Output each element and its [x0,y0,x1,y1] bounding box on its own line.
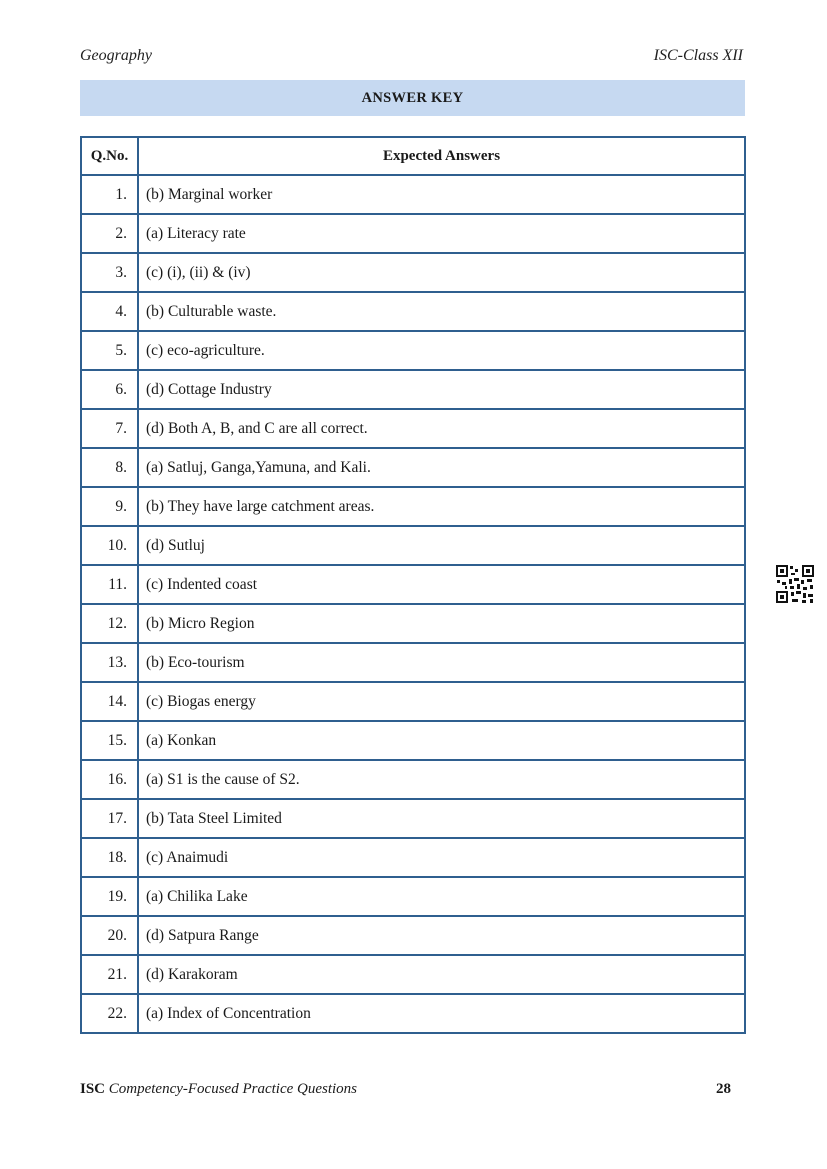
table-row [81,604,745,643]
footer-subtitle: Competency-Focused Practice Questions [108,1081,358,1097]
footer-brand: ISC [80,1081,106,1097]
question-number: 8. [81,448,138,487]
expected-answer: (a) Literacy rate [138,214,745,253]
question-number: 20. [81,916,138,955]
table-row [81,448,745,487]
table-header-row [81,137,745,175]
expected-answer: (d) Sutluj [138,526,745,565]
table-row [81,994,745,1033]
expected-answer: (a) Konkan [138,721,745,760]
expected-answer: (b) Tata Steel Limited [138,799,745,838]
page-number: 28 [716,1081,731,1097]
question-number: 7. [81,409,138,448]
expected-answer: (d) Karakoram [138,955,745,994]
column-header-qno: Q.No. [81,137,138,175]
table-row [81,838,745,877]
answer-key-banner [80,80,745,116]
question-number: 11. [81,565,138,604]
expected-answer: (b) Culturable waste. [138,292,745,331]
question-number: 16. [81,760,138,799]
table-row [81,487,745,526]
expected-answer: (b) Micro Region [138,604,745,643]
expected-answer: (b) Marginal worker [138,175,745,214]
expected-answer: (c) Indented coast [138,565,745,604]
banner-title: ANSWER KEY [361,89,464,106]
table-row [81,565,745,604]
table-row [81,760,745,799]
table-row [81,214,745,253]
question-number: 17. [81,799,138,838]
expected-answer: (b) They have large catchment areas. [138,487,745,526]
expected-answer: (c) eco-agriculture. [138,331,745,370]
question-number: 18. [81,838,138,877]
expected-answer: (a) Satluj, Ganga,Yamuna, and Kali. [138,448,745,487]
expected-answer: (a) Chilika Lake [138,877,745,916]
footer-title [80,1081,357,1098]
table-row [81,331,745,370]
question-number: 2. [81,214,138,253]
table-row [81,916,745,955]
expected-answer: (a) S1 is the cause of S2. [138,760,745,799]
table-row [81,175,745,214]
column-header-answers: Expected Answers [138,137,745,175]
expected-answer: (c) (i), (ii) & (iv) [138,253,745,292]
expected-answer: (b) Eco-tourism [138,643,745,682]
question-number: 22. [81,994,138,1033]
table-row [81,292,745,331]
question-number: 5. [81,331,138,370]
question-number: 9. [81,487,138,526]
table-row [81,877,745,916]
header-class: ISC-Class XII [653,47,743,64]
table-row [81,682,745,721]
header-subject: Geography [80,47,152,64]
question-number: 12. [81,604,138,643]
expected-answer: (c) Biogas energy [138,682,745,721]
expected-answer: (c) Anaimudi [138,838,745,877]
qr-code-icon [775,564,815,604]
table-row [81,409,745,448]
question-number: 14. [81,682,138,721]
question-number: 4. [81,292,138,331]
table-row [81,643,745,682]
question-number: 13. [81,643,138,682]
expected-answer: (a) Index of Concentration [138,994,745,1033]
expected-answer: (d) Satpura Range [138,916,745,955]
table-row [81,526,745,565]
table-row [81,955,745,994]
question-number: 3. [81,253,138,292]
question-number: 1. [81,175,138,214]
answer-key-table [80,136,746,1034]
question-number: 19. [81,877,138,916]
table-row [81,799,745,838]
question-number: 15. [81,721,138,760]
table-row [81,253,745,292]
table-row [81,370,745,409]
table-row [81,721,745,760]
question-number: 6. [81,370,138,409]
expected-answer: (d) Both A, B, and C are all correct. [138,409,745,448]
question-number: 21. [81,955,138,994]
question-number: 10. [81,526,138,565]
expected-answer: (d) Cottage Industry [138,370,745,409]
